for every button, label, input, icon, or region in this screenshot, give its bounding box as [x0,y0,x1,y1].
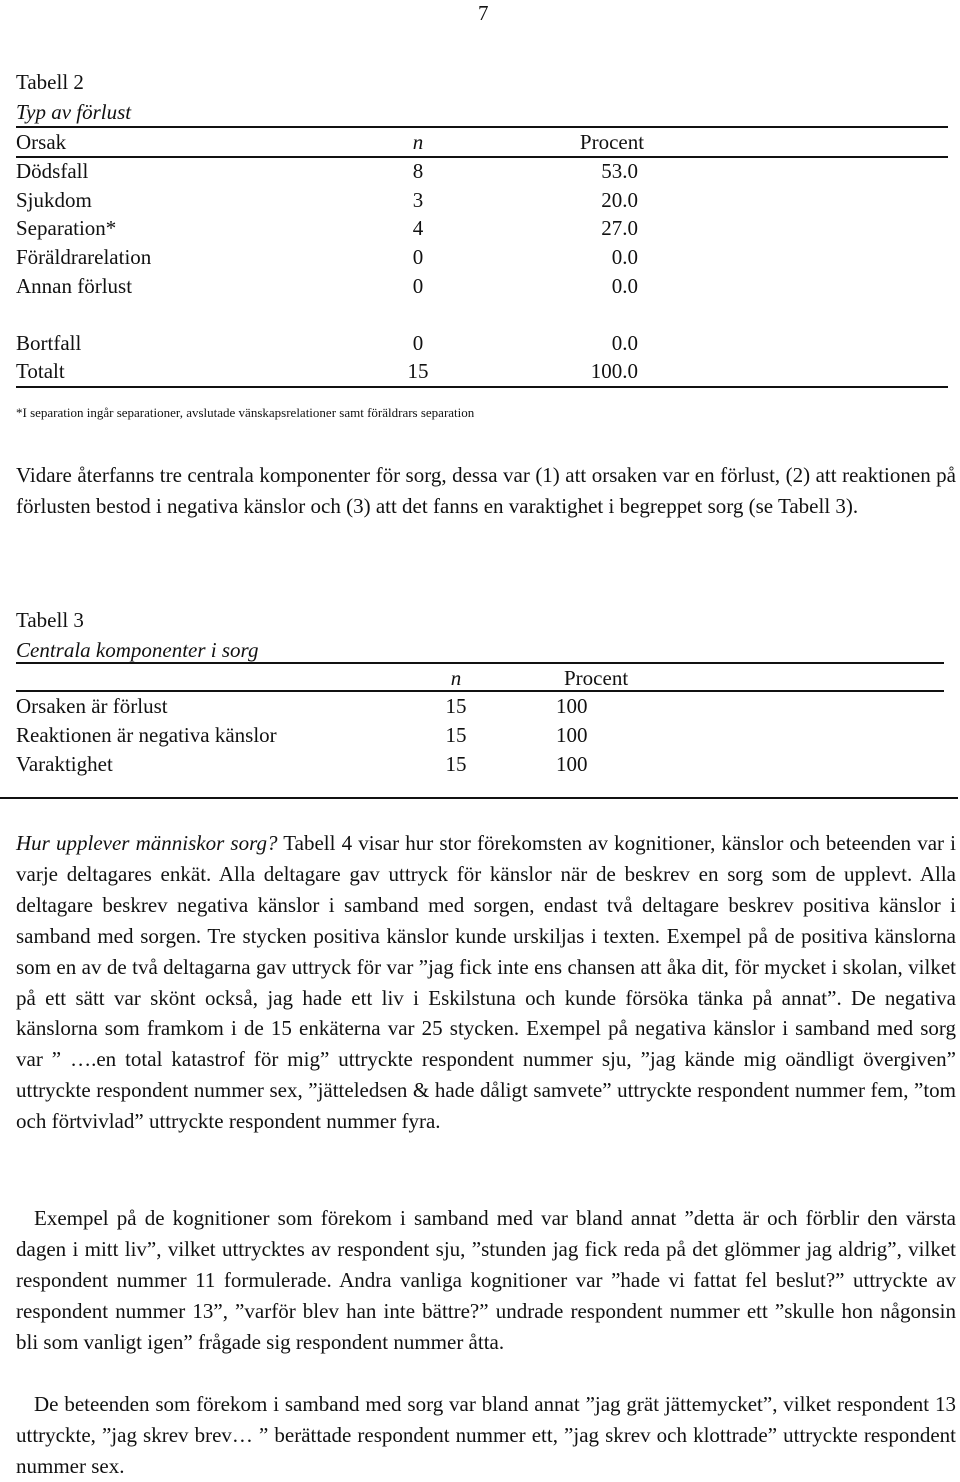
header-cause: Orsak [16,130,67,154]
cell-percent: 53.0 [601,159,638,183]
cell-component: Varaktighet [16,752,113,776]
cell-percent: 0.0 [611,245,638,269]
cell-cause: Bortfall [16,331,82,355]
table-2-title: Typ av förlust [16,100,132,124]
table-3-header-row [16,664,956,692]
cell-n: 4 [412,216,424,240]
table-2-footnote: *I separation ingår separationer, avslutade vänskapsrelationer samt föräldrars separation [16,405,475,420]
cell-cause: Dödsfall [16,159,89,183]
cell-percent: 100 [556,752,588,776]
cell-n: 15 [445,752,467,776]
cell-cause: Sjukdom [16,188,92,212]
table-2-header-row [16,128,956,156]
table-3-bottom-rule [0,797,958,799]
table-row [16,750,956,778]
cell-n: 8 [412,159,424,183]
cell-percent: 27.0 [601,216,638,240]
table-3-label: Tabell 3 [16,608,84,632]
table-row [16,721,956,749]
cell-n: 15 [445,694,467,718]
table-row [16,186,956,214]
paragraph-text: Tabell 4 visar hur stor förekomsten av kognitioner, känslor och beteenden var i varje deltagares enkät. Alla deltagare gav uttryck för känslor när de beskrev en sorg som de upplevt. Alla deltagare beskrev negativa känslor i samband med sorgen, endast två deltagare beskrev positiva känslor i samband med sorgen. Tre stycken positiva känslor kunde urskiljas i texten. Exempel på de positiva känslorna som en av de två deltagarna gav uttryck för var ”jag fick inte ens chansen att åka dit, för mycket i skolan, vilket på ett sätt var skönt också, jag hade ett liv i Eskilstuna och kunde försöka tänka på annat”. De negativa känslorna som framkom i de 15 enkäterna var 25 stycken. Exempel på negativa känslor i samband med sorg var ” ….en total katastrof för mig” uttryckte respondent nummer sju, ”jag kände mig oändligt övergiven” uttryckte respondent nummer sex, ”jätteledsen & hade dåligt samvete” uttryckte respondent nummer fem, ”tom och förtvivlad” uttryckte respondent nummer fyra. [16,831,956,1134]
cell-percent: 100 [556,723,588,747]
table-row-totalt [16,357,956,385]
cell-component: Orsaken är förlust [16,694,168,718]
header-n: n [450,666,462,690]
cell-percent: 20.0 [601,188,638,212]
paragraph-components: Vidare återfanns tre centrala komponenter för sorg, dessa var (1) att orsaken var en förlust, (2) att reaktionen på förlusten bestod i negativa känslor och (3) att det fanns en varaktighet i begreppet sorg (se Tabell 3). [16,463,956,518]
cell-n: 15 [445,723,467,747]
table-row [16,243,956,271]
cell-cause: Annan förlust [16,274,133,298]
table-2-label: Tabell 2 [16,70,84,94]
table-row [16,214,956,242]
cell-percent: 0.0 [611,274,638,298]
table-row [16,272,956,300]
paragraph-cognitions: Exempel på de kognitioner som förekom i samband med var bland annat ”detta är och förblir den värsta dagen i mitt liv”, vilket uttrycktes av respondent sju, ”stunden jag fick reda på det glömmer jag aldrig”, vilket respondent nummer 11 formulerade. Andra vanliga kognitioner var ”hade vi fattat fel beslut?” uttryckte av respondent nummer 13”, ”varför blev han inte bättre?” undrade respondent nummer ett ”skulle hon någonsin bli som vanligt igen” frågade sig respondent nummer åtta. [16,1206,956,1354]
table-row [16,157,956,185]
paragraph-behaviours: De beteenden som förekom i samband med sorg var bland annat ”jag grät jättemycket”, vilket respondent 13 uttryckte, ”jag skrev brev… ” berättade respondent nummer ett, ”jag skrev och klottrade” uttryckte respondent nummer sex. [16,1392,956,1478]
cell-n: 3 [412,188,424,212]
header-n: n [412,130,424,154]
cell-n: 0 [412,274,424,298]
cell-cause: Totalt [16,359,65,383]
paragraph-experience [16,828,956,1137]
cell-percent: 100 [556,694,588,718]
cell-percent: 0.0 [611,331,638,355]
table-2-bottom-rule [16,386,948,388]
cell-n: 15 [407,359,429,383]
header-percent: Procent [579,130,645,154]
table-row [16,692,956,720]
section-heading: Hur upplever människor sorg? [16,831,278,855]
header-percent: Procent [564,666,629,690]
cell-n: 0 [412,245,424,269]
table-3-title: Centrala komponenter i sorg [16,638,259,662]
page-number: 7 [478,1,489,25]
table-row-bortfall [16,329,956,357]
cell-component: Reaktionen är negativa känslor [16,723,277,747]
cell-percent: 100.0 [590,359,638,383]
cell-n: 0 [412,331,424,355]
cell-cause: Separation* [16,216,117,240]
cell-cause: Föräldrarelation [16,245,152,269]
